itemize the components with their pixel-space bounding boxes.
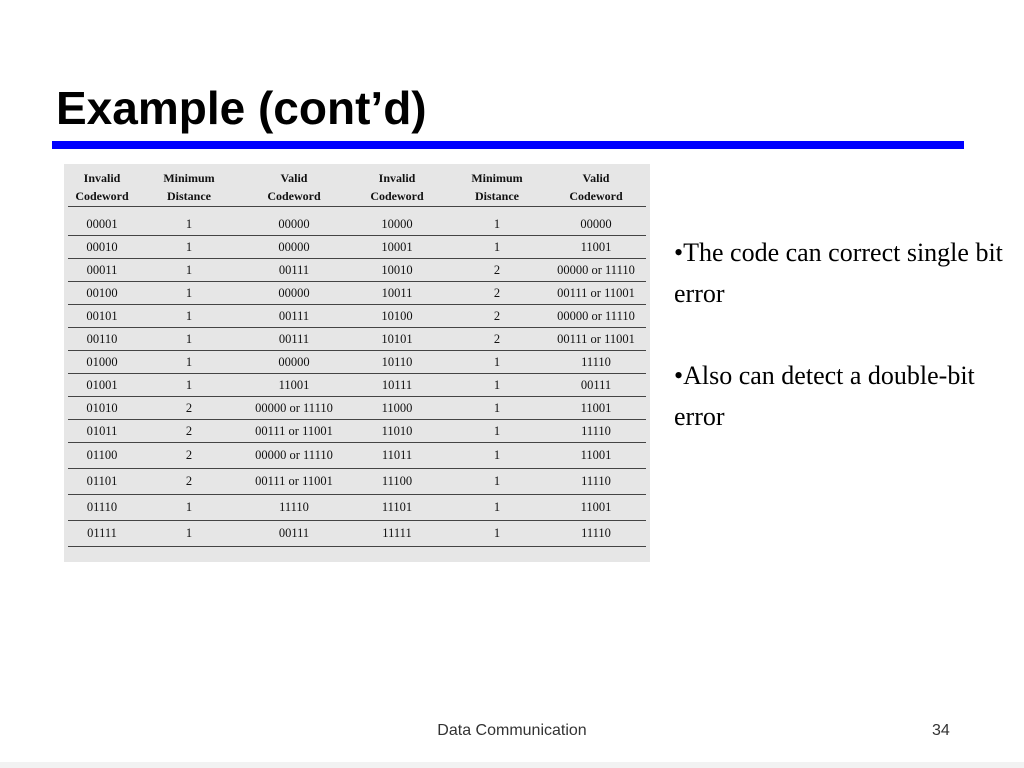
table-cell: 1 — [136, 305, 242, 328]
table-cell: 00000 or 11110 — [546, 259, 646, 282]
table-cell: 11110 — [546, 469, 646, 495]
table-cell: 01000 — [68, 351, 136, 374]
table-cell: 1 — [136, 521, 242, 547]
table-cell: 01011 — [68, 420, 136, 443]
table-cell: 11110 — [546, 420, 646, 443]
table-cell: 1 — [448, 351, 546, 374]
table-row — [68, 443, 646, 469]
table-cell: 10010 — [346, 259, 448, 282]
table-cell: 1 — [448, 420, 546, 443]
table-cell: 00111 or 11001 — [546, 282, 646, 305]
table-cell: 01101 — [68, 469, 136, 495]
header-valid-codeword-1: Valid Codeword — [242, 168, 346, 207]
table-cell: 00011 — [68, 259, 136, 282]
table-cell: 10111 — [346, 374, 448, 397]
table-cell: 11110 — [242, 495, 346, 521]
table-cell: 01100 — [68, 443, 136, 469]
table-cell: 10110 — [346, 351, 448, 374]
table-cell: 2 — [448, 282, 546, 305]
table-row — [68, 397, 646, 420]
table-cell: 00000 — [242, 351, 346, 374]
table-cell: 1 — [136, 328, 242, 351]
table-row — [68, 213, 646, 236]
table-cell: 00111 — [242, 328, 346, 351]
footer-course-name: Data Communication — [437, 722, 587, 739]
table-cell: 00111 — [242, 305, 346, 328]
table-cell: 1 — [136, 282, 242, 305]
bullet-detect-double-bit: •Also can detect a double-bit error — [674, 361, 975, 431]
table-row — [68, 495, 646, 521]
title-underline — [52, 141, 964, 149]
header-invalid-codeword-1: Invalid Codeword — [68, 168, 136, 207]
table-cell: 00000 — [242, 236, 346, 259]
table-cell: 1 — [136, 236, 242, 259]
table-cell: 1 — [136, 213, 242, 236]
table-cell: 2 — [136, 443, 242, 469]
table-row — [68, 259, 646, 282]
table-cell: 1 — [448, 213, 546, 236]
table-cell: 00111 — [242, 521, 346, 547]
header-minimum-distance-2: Minimum Distance — [448, 168, 546, 207]
table-cell: 00111 or 11001 — [242, 469, 346, 495]
table-cell: 11101 — [346, 495, 448, 521]
codeword-table-image — [64, 164, 650, 562]
table-cell: 11001 — [546, 236, 646, 259]
table-cell: 11100 — [346, 469, 448, 495]
table-cell: 10000 — [346, 213, 448, 236]
table-cell: 00100 — [68, 282, 136, 305]
table-row — [68, 305, 646, 328]
table-cell: 11001 — [546, 397, 646, 420]
slide-title: Example (cont’d) — [56, 82, 427, 134]
table-cell: 10011 — [346, 282, 448, 305]
table-row — [68, 236, 646, 259]
bullet-list — [674, 232, 1004, 478]
table-cell: 00111 or 11001 — [546, 328, 646, 351]
table-cell: 11001 — [242, 374, 346, 397]
codeword-table — [68, 168, 646, 547]
table-cell: 1 — [448, 397, 546, 420]
table-row — [68, 282, 646, 305]
bullet-correct-single-bit: •The code can correct single bit error — [674, 238, 1003, 308]
table-cell: 00111 or 11001 — [242, 420, 346, 443]
table-cell: 00000 — [242, 213, 346, 236]
table-cell: 1 — [136, 351, 242, 374]
page-number: 34 — [932, 722, 950, 739]
table-cell: 11111 — [346, 521, 448, 547]
table-cell: 00001 — [68, 213, 136, 236]
table-cell: 2 — [136, 397, 242, 420]
table-cell: 11001 — [546, 443, 646, 469]
table-cell: 11110 — [546, 351, 646, 374]
header-minimum-distance-1: Minimum Distance — [136, 168, 242, 207]
table-cell: 00000 or 11110 — [242, 443, 346, 469]
table-cell: 01111 — [68, 521, 136, 547]
bottom-band — [0, 762, 1024, 768]
table-cell: 11010 — [346, 420, 448, 443]
table-row — [68, 351, 646, 374]
table-cell: 1 — [448, 443, 546, 469]
table-cell: 00111 — [242, 259, 346, 282]
table-cell: 11001 — [546, 495, 646, 521]
table-row — [68, 328, 646, 351]
table-row — [68, 374, 646, 397]
table-cell: 1 — [136, 374, 242, 397]
table-cell: 01110 — [68, 495, 136, 521]
header-invalid-codeword-2: Invalid Codeword — [346, 168, 448, 207]
table-cell: 2 — [448, 305, 546, 328]
table-cell: 00000 — [546, 213, 646, 236]
table-row — [68, 420, 646, 443]
table-cell: 00000 or 11110 — [546, 305, 646, 328]
table-cell: 1 — [448, 521, 546, 547]
table-header-row — [68, 168, 646, 207]
table-cell: 11110 — [546, 521, 646, 547]
table-cell: 1 — [448, 495, 546, 521]
table-row — [68, 469, 646, 495]
table-row — [68, 521, 646, 547]
table-cell: 11011 — [346, 443, 448, 469]
table-cell: 00000 or 11110 — [242, 397, 346, 420]
table-cell: 00000 — [242, 282, 346, 305]
table-cell: 11000 — [346, 397, 448, 420]
header-valid-codeword-2: Valid Codeword — [546, 168, 646, 207]
table-cell: 1 — [136, 259, 242, 282]
table-cell: 2 — [448, 328, 546, 351]
table-cell: 1 — [448, 469, 546, 495]
table-cell: 1 — [448, 236, 546, 259]
table-cell: 00101 — [68, 305, 136, 328]
table-cell: 01001 — [68, 374, 136, 397]
table-cell: 2 — [136, 469, 242, 495]
table-cell: 1 — [448, 374, 546, 397]
table-cell: 00010 — [68, 236, 136, 259]
table-cell: 01010 — [68, 397, 136, 420]
table-cell: 10001 — [346, 236, 448, 259]
table-cell: 00111 — [546, 374, 646, 397]
table-cell: 10100 — [346, 305, 448, 328]
table-cell: 2 — [448, 259, 546, 282]
table-cell: 00110 — [68, 328, 136, 351]
table-cell: 2 — [136, 420, 242, 443]
table-cell: 1 — [136, 495, 242, 521]
table-cell: 10101 — [346, 328, 448, 351]
